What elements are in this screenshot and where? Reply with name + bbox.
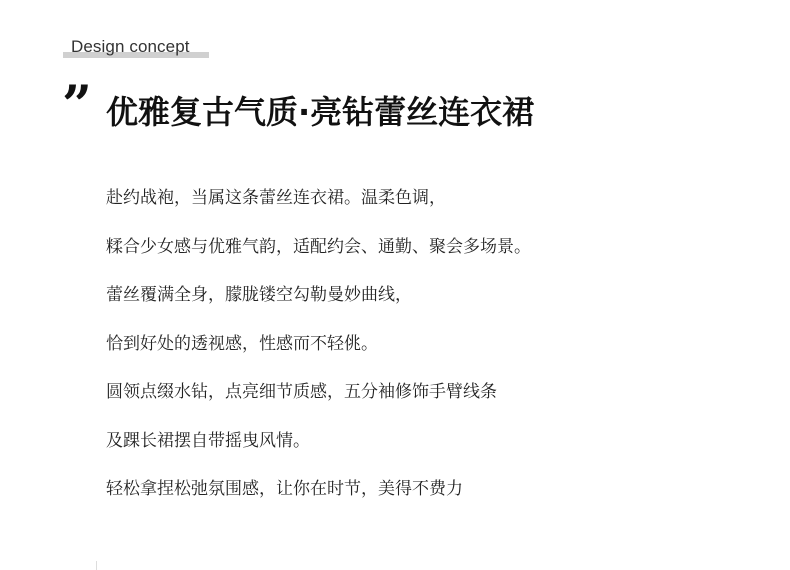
description-line: 恰到好处的透视感，性感而不轻佻。 xyxy=(106,333,378,354)
description-line: 赴约战袍，当属这条蕾丝连衣裙。温柔色调， xyxy=(106,188,446,208)
description-line: 蕾丝覆满全身，朦胧镂空勾勒曼妙曲线， xyxy=(106,285,412,305)
divider-tick xyxy=(96,561,97,570)
description-line: 糅合少女感与优雅气韵，适配约会、通勤、聚会多场景。 xyxy=(106,236,531,257)
design-concept-label: Design concept xyxy=(71,37,190,56)
description-line: 轻松拿捏松弛氛围感，让你在时节，美得不费力 xyxy=(106,479,463,499)
description-text xyxy=(106,186,531,526)
description-line: 圆领点缀水钻，点亮细节质感，五分袖修饰手臂线条 xyxy=(106,382,497,402)
quote-mark-icon: ” xyxy=(62,75,92,136)
design-concept-header xyxy=(63,36,190,60)
description-line: 及踝长裙摆自带摇曳风情。 xyxy=(106,430,310,451)
page-title: 优雅复古气质·亮钻蕾丝连衣裙 xyxy=(106,93,535,131)
